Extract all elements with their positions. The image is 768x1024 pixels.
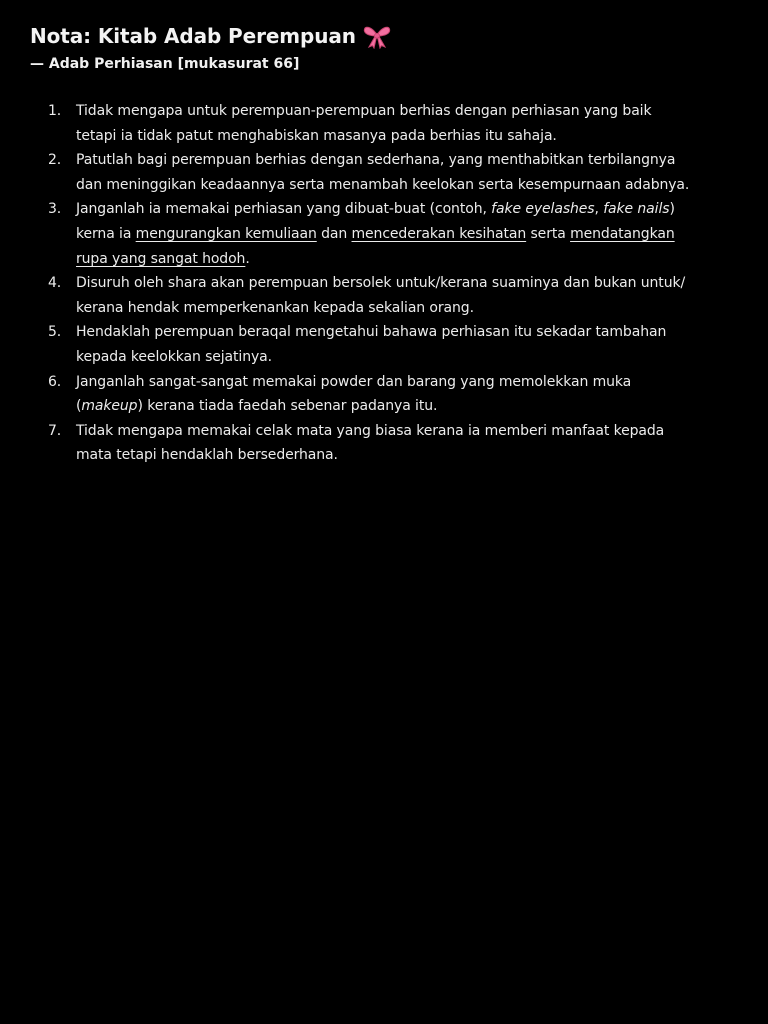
item-number: 7. [48,422,62,439]
list-item [30,320,742,369]
list-item [30,419,742,468]
text-segment: ) kerana tiada faedah sebenar padanya itu. [137,398,438,415]
item-text-line: tetapi ia tidak patut menghabiskan masanya pada berhias itu sahaja. [76,127,557,144]
item-text-line: Disuruh oleh shara akan perempuan bersolek untuk/kerana suaminya dan bukan untuk/ [76,275,686,292]
list-item [30,99,742,148]
text-segment: . [245,250,250,267]
item-text-line: dan meninggikan keadaannya serta menambah keelokan serta kesempurnaan adabnya. [76,176,690,193]
list-item [30,197,742,271]
page-subtitle: — Adab Perhiasan [mukasurat 66] [30,56,300,72]
item-number: 2. [48,152,62,169]
underlined-phrase: mengurangkan kemuliaan [135,225,317,242]
item-text-line [76,394,742,419]
note-page [30,20,742,468]
item-number: 1. [48,103,62,119]
text-segment: , [594,201,604,218]
item-number: 4. [48,275,62,292]
item-text-line [76,197,742,222]
italic-term: fake nails [603,201,670,218]
item-text-line: Hendaklah perempuan beraqal mengetahui bahawa perhiasan itu sekadar tambahan [76,324,667,341]
item-number: 3. [48,201,62,218]
item-text-line: Janganlah sangat-sangat memakai powder dan barang yang memolekkan muka [76,373,632,390]
text-segment: ) [669,201,675,218]
underlined-phrase: mencederakan kesihatan [351,225,527,242]
item-text-line: kerana hendak memperkenankan kepada sekalian orang. [76,299,474,316]
text-segment: kerna ia [76,225,136,242]
item-text-line [76,222,742,247]
ribbon-bow-icon [362,23,392,49]
title-row [30,20,742,52]
list-item [30,370,742,419]
item-text-line [76,247,742,272]
adab-list [30,99,742,468]
item-number: 5. [48,324,62,341]
item-text-line: kepada keelokkan sejatinya. [76,348,273,365]
item-text-line: Tidak mengapa memakai celak mata yang biasa kerana ia memberi manfaat kepada [76,422,665,439]
text-segment: dan [316,225,352,242]
underlined-phrase: mendatangkan [570,225,675,242]
text-segment: serta [526,225,571,242]
text-segment: Janganlah ia memakai perhiasan yang dibuat-buat (contoh, [76,201,492,218]
list-item [30,148,742,197]
list-item [30,271,742,320]
item-text-line: Patutlah bagi perempuan berhias dengan sederhana, yang menthabitkan terbilangnya [76,152,676,169]
text-segment: ( [76,398,82,415]
item-number: 6. [48,373,62,390]
underlined-phrase: rupa yang sangat hodoh [76,250,246,267]
item-text-line: Tidak mengapa untuk perempuan-perempuan berhias dengan perhiasan yang baik [76,103,652,119]
page-title: Nota: Kitab Adab Perempuan [30,24,356,48]
italic-term: makeup [81,398,138,415]
italic-term: fake eyelashes [491,201,595,218]
item-text-line: mata tetapi hendaklah bersederhana. [76,447,338,464]
